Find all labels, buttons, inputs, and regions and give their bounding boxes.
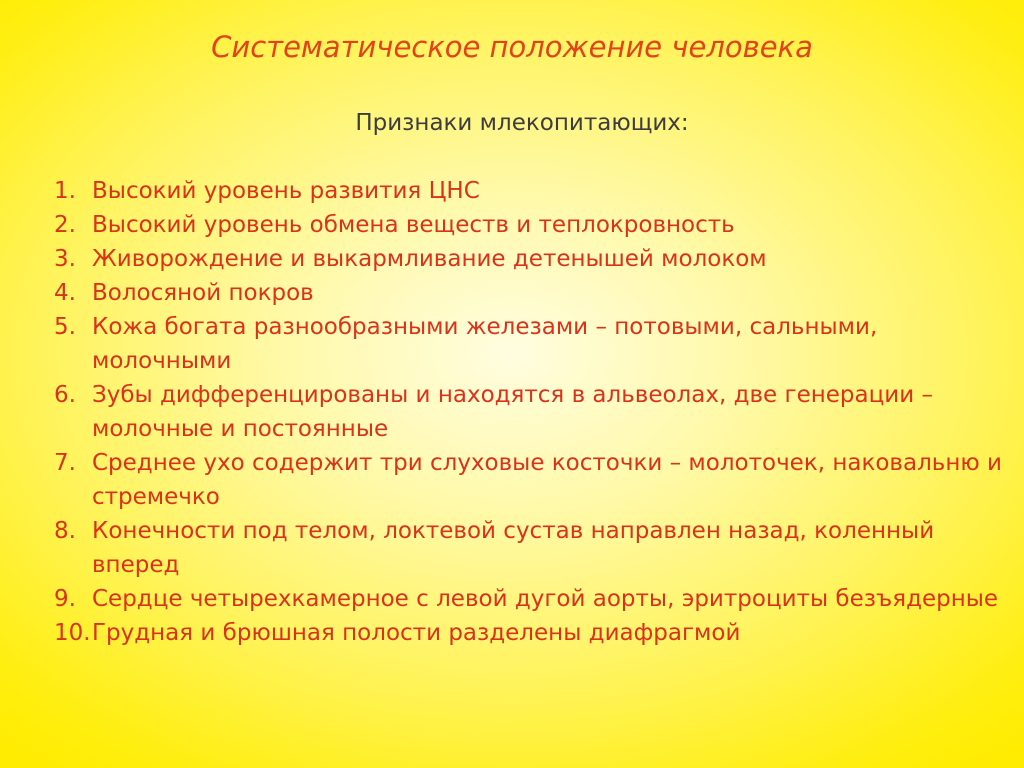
list-item (54, 446, 1004, 514)
slide-subtitle: Признаки млекопитающих: (355, 110, 689, 136)
list-item-text: Зубы дифференцированы и находятся в альвеолах, две генерации – молочные и постоянные (92, 382, 933, 442)
list-item (54, 208, 1004, 242)
list-item-text: Среднее ухо содержит три слуховые косточки – молоточек, наковальню и стремечко (92, 450, 1002, 510)
list-item-text: Сердце четырехкамерное с левой дугой аорты, эритроциты безъядерные (92, 586, 999, 612)
list-item (54, 582, 1004, 616)
list-item-number: 6. (54, 382, 76, 408)
list-item-number: 4. (54, 280, 76, 306)
list-item (54, 242, 1004, 276)
list-item-number: 7. (54, 450, 76, 476)
list-item (54, 276, 1004, 310)
list-item-text: Конечности под телом, локтевой сустав направлен назад, коленный вперед (92, 518, 935, 578)
list-item-number: 5. (54, 314, 76, 340)
list-item-text: Грудная и брюшная полости разделены диафрагмой (92, 620, 741, 646)
mammal-features-list (54, 174, 1004, 650)
list-item-text: Высокий уровень развития ЦНС (92, 178, 480, 204)
list-item-number: 10. (54, 620, 91, 646)
list-item-text: Волосяной покров (92, 280, 314, 306)
list-item-number: 8. (54, 518, 76, 544)
list-item-number: 1. (54, 178, 76, 204)
list-item (54, 514, 1004, 582)
list-item-text: Высокий уровень обмена веществ и теплокровность (92, 212, 735, 238)
list-item (54, 378, 1004, 446)
list-item-number: 2. (54, 212, 76, 238)
list-item (54, 616, 1004, 650)
list-item-text: Кожа богата разнообразными железами – потовыми, сальными, молочными (92, 314, 878, 374)
slide-title: Систематическое положение человека (211, 30, 813, 64)
list-item-text: Живорождение и выкармливание детенышей молоком (92, 246, 767, 272)
list-item-number: 3. (54, 246, 76, 272)
list-item (54, 174, 1004, 208)
list-item (54, 310, 1004, 378)
list-item-number: 9. (54, 586, 76, 612)
